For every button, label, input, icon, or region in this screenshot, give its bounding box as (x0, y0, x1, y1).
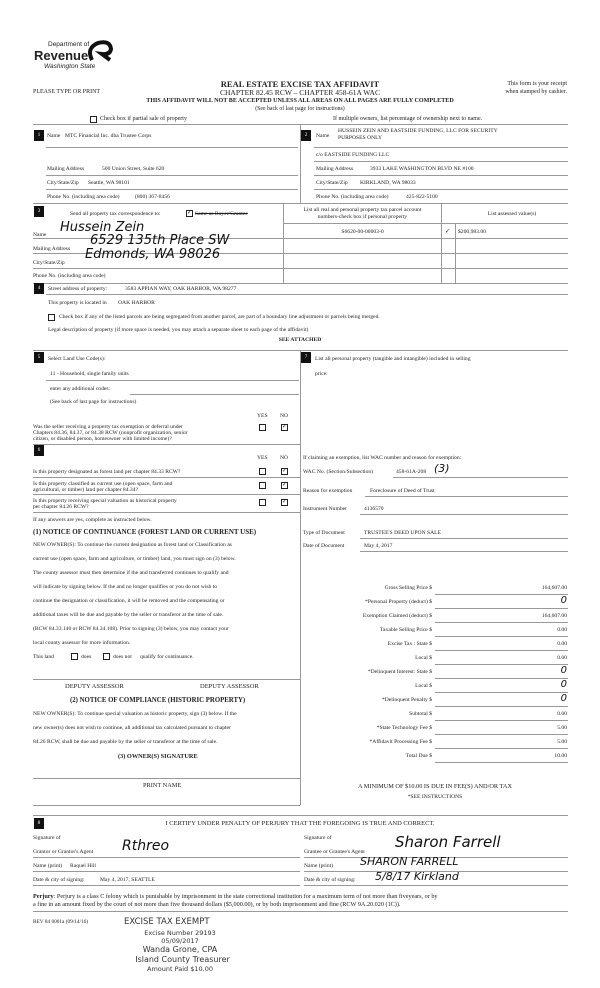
multiple-owners-note: If multiple owners, list percentage of ownership next to name. (333, 116, 483, 122)
reason-label: Reason for exemption (303, 488, 353, 494)
certify-statement: I CERTIFY UNDER PENALTY OF PERJURY THAT THE FOREGOING IS TRUE AND CORRECT. (165, 820, 435, 827)
section-8-badge: 8 (34, 818, 44, 829)
grantee-signature[interactable]: Sharon Farrell (395, 833, 501, 851)
current-use-question-1: Is this property classified as current use (open space, farm and (33, 481, 173, 487)
notice1-line: local county assessor for more information. (33, 640, 131, 646)
q1-line2: Chapters 84.36, 84.37, or 84.38 RCW (nonprofit organization, senior (33, 430, 188, 436)
seller-phone[interactable]: (800) 367-8456 (135, 194, 170, 200)
located-in[interactable]: OAK HARBOR (118, 300, 155, 306)
grantor-name-label: Name (print) (33, 863, 63, 869)
completion-warning: THIS AFFIDAVIT WILL NOT BE ACCEPTED UNLESS ALL AREAS ON ALL PAGES ARE FULLY COMPLETED (146, 98, 454, 104)
parcel-number[interactable]: S6620-00-00003-0 (341, 229, 384, 235)
forest-yes-checkbox[interactable] (259, 468, 266, 475)
instrument-number[interactable]: 4136570 (364, 506, 384, 512)
tax-row-value[interactable]: 164,607.00 (541, 613, 567, 619)
tax-row-label: Subtotal $ (409, 711, 432, 717)
section-3-badge: 3 (34, 206, 44, 217)
tax-row-line (435, 720, 568, 721)
notice2-line: NEW OWNER(S): To continue special valuation as historic property, sign (3) below. If the (33, 711, 237, 717)
tax-row-value[interactable]: 0 (560, 595, 567, 606)
price-label: price: (315, 371, 328, 377)
doc-date-label: Date of Document (303, 543, 345, 549)
grantor-date-label: Date & city of signing: (33, 877, 85, 883)
wac-number[interactable]: 458-61A-208 (396, 469, 427, 475)
current-use-yes-checkbox[interactable] (259, 482, 266, 489)
tax-row-value[interactable]: 0.00 (557, 641, 567, 647)
land-use-label: Select Land Use Code(s): (48, 356, 106, 362)
corr-city-label: City/State/Zip (33, 260, 65, 266)
deputy-assessor-1: DEPUTY ASSESSOR (65, 683, 124, 690)
assessed-value-header: List assessed value(s) (487, 211, 537, 217)
grantor-signature[interactable]: Rthreo (122, 838, 170, 854)
seller-city[interactable]: Seattle, WA 98101 (88, 180, 130, 186)
stamp-name: Wanda Grone, CPA (142, 945, 218, 954)
tax-row-line (435, 762, 568, 763)
forest-question: Is this property designated as forest land per chapter 84.33 RCW? (33, 469, 181, 475)
tax-row-label: Excise Tax : State $ (387, 641, 432, 647)
parcel-header-1: List all real and personal property tax parcel account (303, 207, 422, 213)
legal-description-label: Legal description of property (if more space is needed, you may attach a separate sheet to each page of the affidavit) (48, 327, 309, 333)
q1-no-checkbox[interactable]: ✓ (282, 424, 288, 430)
no-header: NO (280, 413, 289, 419)
personal-property-check-icon[interactable]: ✓ (445, 229, 451, 235)
notice1-line: The county assessor must then determine if the and transferred continues to qualify and (33, 570, 229, 576)
tax-row-line (435, 664, 568, 665)
property-address-label: Street address of property: (48, 286, 108, 292)
buyer-phone[interactable]: 425-822-5100 (406, 194, 438, 200)
doc-type-label: Type of Document (303, 530, 345, 536)
seller-name-label: Name (47, 133, 61, 139)
land-use-see-back: (See back of last page for instructions) (50, 399, 137, 405)
section-7-badge: 7 (301, 352, 311, 363)
perjury-line-2: a fine in an amount fixed by the court of not more than five thousand dollars ($5,000.00), or by both imprisonment and fine (RCW 9A.20.020 (1C)). (33, 901, 401, 908)
notice1-line: current use (open space, farm and agriculture, or timber) land, you must sign on (3) below. (33, 556, 236, 562)
buyer-mail[interactable]: 3933 LAKE WASHINGTON BLVD NE #100 (370, 166, 474, 172)
segregated-label: Check box if any of the listed parcels are being segregated from another parcel, are part of a boundary line adjustment or parcels being merged. (59, 314, 380, 320)
seller-mail-label: Mailing Address (47, 166, 85, 172)
form-revision: REV 84 0001a (09/14/16) (33, 919, 89, 925)
grantor-sig-label-1: Signature of (33, 835, 61, 841)
buyer-care-of[interactable]: c/o EASTSIDE FUNDING LLC (316, 152, 390, 158)
tax-row-label: Exemption Claimed (deduct) $ (362, 613, 432, 619)
perjury-label: Perjury (33, 893, 54, 900)
grantee-name[interactable]: SHARON FARRELL (360, 855, 459, 868)
seller-mail[interactable]: 500 Union Street, Suite 620 (102, 166, 165, 172)
notice1-line: additional taxes will be due and payable by the seller or transferor at the time of sale. (33, 612, 224, 618)
form-subtitle: CHAPTER 82.45 RCW – CHAPTER 458-61A WAC (220, 88, 380, 97)
qualify-label: qualify for continuance. (140, 654, 194, 660)
partial-sale-checkbox[interactable] (90, 116, 97, 123)
tax-row-label: Local $ (415, 683, 432, 689)
same-as-buyer-label: Same as Buyer/Grantee (195, 211, 248, 217)
perjury-line-1 (33, 893, 438, 900)
seller-city-label: City/State/Zip (47, 180, 79, 186)
this-land-label: This land (33, 654, 54, 660)
tax-row-value[interactable]: 5.00 (557, 739, 567, 745)
tax-row-value[interactable]: 0 (560, 665, 567, 676)
tax-row-value[interactable]: 164,607.00 (541, 585, 567, 591)
form-title: REAL ESTATE EXCISE TAX AFFIDAVIT (220, 79, 380, 89)
grantor-sig-label-2: Grantor or Grantor's Agent (33, 849, 94, 855)
tax-row-line (435, 692, 568, 693)
section-5-badge: 5 (34, 352, 44, 363)
dor-logo (34, 40, 114, 74)
instrument-label: Instrument Number (303, 506, 347, 512)
tax-row-value[interactable]: 0 (560, 679, 567, 690)
tax-row-line (435, 734, 568, 735)
perjury-text-1: : Perjury is a class C felony which is punishable by imprisonment in the state correctional institution for a maximum term of not more than fiveyears, or by (53, 893, 438, 900)
type-or-print: PLEASE TYPE OR PRINT (33, 89, 101, 95)
stamp-paid: Amount Paid $10.00 (147, 965, 213, 973)
section-6-badge: 6 (34, 445, 44, 456)
does-checkbox[interactable] (71, 653, 78, 660)
tax-row-label: Gross Selling Price $ (384, 585, 432, 591)
does-label: does (81, 654, 92, 660)
notice-continuance-title: (1) NOTICE OF CONTINUANCE (FOREST LAND OR CURRENT USE) (33, 528, 257, 536)
corr-name-label: Name (33, 232, 47, 238)
stamp-date: 05/09/2017 (161, 937, 199, 945)
section-4-badge: 4 (34, 283, 44, 294)
same-as-buyer-checkbox[interactable]: ✓ (187, 210, 193, 216)
partial-sale-label: Check box if partial sale of property (100, 116, 187, 122)
grantee-date-label: Date & city of signing: (304, 877, 356, 883)
land-use-code[interactable]: 11 - Household, single family units (50, 371, 129, 377)
corr-name[interactable]: Hussein Zein (60, 220, 145, 235)
receipt-note-2: when stamped by cashier. (505, 89, 567, 95)
tax-row-label: *State Technology Fee $ (376, 725, 432, 731)
if-yes-note: If any answers are yes, complete as instructed below. (33, 517, 152, 523)
tax-row-value[interactable]: 0.00 (557, 627, 567, 633)
tax-row-value[interactable]: 10.00 (554, 753, 567, 759)
tax-row-line (435, 678, 568, 679)
tax-row-value[interactable]: 5.00 (557, 725, 567, 731)
stamp-title: EXCISE TAX EXEMPT (124, 917, 210, 927)
buyer-name-line1[interactable]: HUSSEIN ZEIN AND EASTSIDE FUNDING, LLC FOR SECURITY (338, 128, 498, 134)
stamp-office: Island County Treasurer (135, 955, 230, 964)
yes-header: YES (257, 413, 268, 419)
notice2-line: new owner(s) does not wish to continue, all additional tax calculated pursuant to chapter (33, 725, 231, 731)
buyer-name-label: Name (316, 133, 330, 139)
assessed-value[interactable]: $200,983.00 (458, 229, 486, 235)
tax-row-line (435, 594, 568, 595)
owner-signature-title: (3) OWNER(S) SIGNATURE (118, 753, 198, 760)
buyer-phone-label: Phone No. (including area code) (316, 194, 389, 200)
notice-compliance-title: (2) NOTICE OF COMPLIANCE (HISTORIC PROPERTY) (70, 697, 246, 704)
buyer-city-label: City/State/Zip (316, 180, 348, 186)
grantee-date[interactable]: 5/8/17 Kirkland (375, 870, 459, 883)
property-address[interactable]: 3583 APPIAN WAY, OAK HARBOR, WA 98277 (125, 286, 237, 292)
notice1-line: will indicate by signing below. If the and no longer qualifies or you do not wish to (33, 584, 218, 590)
notice2-line: 84.26 RCW, shall be due and payable by the seller or transferor at the time of sale. (33, 739, 218, 745)
correspondence-label: Send all property tax correspondence to: (70, 211, 161, 217)
forest-no-checkbox[interactable]: ✓ (282, 468, 288, 474)
grantee-name-label: Name (print) (304, 863, 334, 869)
section-1-badge: 1 (34, 130, 44, 141)
current-use-no-checkbox[interactable]: ✓ (282, 482, 288, 488)
historic-question-2: per chapter 84.26 RCW? (33, 504, 89, 510)
revenue-r-logo-icon (84, 40, 114, 62)
exemption-label: If claiming an exemption, list WAC number and reason for exemption: (303, 455, 462, 461)
section-2-badge: 2 (301, 130, 311, 141)
corr-mail[interactable]: 6529 135th Place SW (90, 233, 230, 248)
corr-city[interactable]: Edmonds, WA 98026 (85, 247, 221, 262)
current-use-question-2: agricultural, or timber) land per chapter 84.34? (33, 487, 138, 493)
notice1-line: continue the designation or classification, it will be removed and the compensating or (33, 598, 225, 604)
located-in-label: This property is located in (48, 300, 107, 306)
tax-row-value[interactable]: 0.00 (557, 711, 567, 717)
logo-dept: Department of (48, 41, 90, 48)
tax-row-label: *Personal Property (deduct) $ (365, 599, 432, 605)
tax-row-label: Taxable Selling Price $ (380, 627, 432, 633)
wac-label: WAC No. (Section/Subsection) (303, 469, 374, 475)
tax-row-label: *Affidavit Processing Fee $ (369, 739, 432, 745)
buyer-city[interactable]: KIRKLAND, WA 98033 (360, 180, 416, 186)
minimum-due-note: A MINIMUM OF $10.00 IS DUE IN FEE(S) AND/OR TAX (357, 783, 512, 790)
buyer-mail-label: Mailing Address (316, 166, 354, 172)
does-not-label: does not (113, 654, 132, 660)
tax-row-line (435, 608, 568, 609)
logo-name: Revenue (34, 48, 89, 63)
tax-row-line (435, 636, 568, 637)
tax-row-line (435, 650, 568, 651)
grantee-sig-label-1: Signature of (304, 835, 332, 841)
corr-phone-label: Phone No. (including area code) (33, 273, 106, 279)
segregated-checkbox[interactable] (48, 314, 55, 321)
seller-phone-label: Phone No. (including area code) (47, 194, 120, 200)
tax-row-line (435, 622, 568, 623)
print-name-label: PRINT NAME (143, 782, 182, 789)
tax-row-line (435, 706, 568, 707)
tax-row-value[interactable]: 0.00 (557, 655, 567, 661)
seller-name[interactable]: MTC Financial Inc. dba Trustee Corps (65, 133, 152, 139)
doc-date[interactable]: May 4, 2017 (364, 543, 393, 549)
q1-line1: Was the seller receiving a property tax exemption or deferral under (33, 424, 183, 430)
tax-row-label: Local $ (415, 655, 432, 661)
historic-no-checkbox[interactable]: ✓ (282, 499, 288, 505)
tax-row-line (435, 748, 568, 749)
wac-subsection[interactable]: (3) (434, 462, 450, 475)
grantee-sig-label-2: Grantee or Grantee's Agent (304, 849, 365, 855)
parcel-header-2: numbers-check box if personal property (317, 214, 408, 220)
receipt-note-1: This form is your receipt (507, 81, 567, 87)
additional-codes-label: enter any additional codes: (50, 386, 111, 392)
notice1-line: (RCW 84.33.140 or RCW 84.34.108). Prior to signing (3) below, you may contact your (33, 626, 229, 632)
grantor-name[interactable]: Raquel Hill (70, 863, 96, 869)
tax-row-label: *Delinquent Interest: State $ (367, 669, 432, 675)
historic-question-1: Is this property receiving special valuation as historical property (33, 498, 177, 504)
doc-type[interactable]: TRUSTEE'S DEED UPON SALE (364, 530, 441, 536)
does-not-checkbox[interactable] (103, 653, 110, 660)
deputy-assessor-2: DEPUTY ASSESSOR (200, 683, 259, 690)
tax-row-value[interactable]: 0 (560, 693, 567, 704)
see-back-instructions: (See back of last page for instructions) (255, 106, 345, 112)
grantor-date[interactable]: May 4, 2017, SEATTLE (100, 877, 155, 883)
personal-property-label: List all personal property (tangible and intangible) included in selling (315, 356, 471, 362)
logo-state: Washington State (44, 63, 96, 70)
reason[interactable]: Foreclosure of Deed of Trust (370, 488, 435, 494)
corr-mail-label: Mailing Address (33, 246, 71, 252)
q1-line3: citizen, or disabled person, homeowner with limited income)? (33, 436, 172, 442)
q1-yes-checkbox[interactable] (259, 424, 266, 431)
s6-no-header: NO (280, 455, 289, 461)
s6-yes-header: YES (257, 455, 268, 461)
see-instructions: *SEE INSTRUCTIONS (407, 794, 463, 800)
buyer-name-line2[interactable]: PURPOSES ONLY (338, 135, 383, 141)
stamp-number: Excise Number 29193 (144, 929, 216, 937)
legal-description[interactable]: SEE ATTACHED (278, 337, 322, 343)
tax-row-label: *Delinquent Penalty $ (381, 697, 432, 703)
historic-yes-checkbox[interactable] (259, 499, 266, 506)
tax-row-label: Total Due $ (405, 753, 432, 759)
notice1-line: NEW OWNER(S): To continue the current designation as forest land or Classification as (33, 542, 232, 548)
